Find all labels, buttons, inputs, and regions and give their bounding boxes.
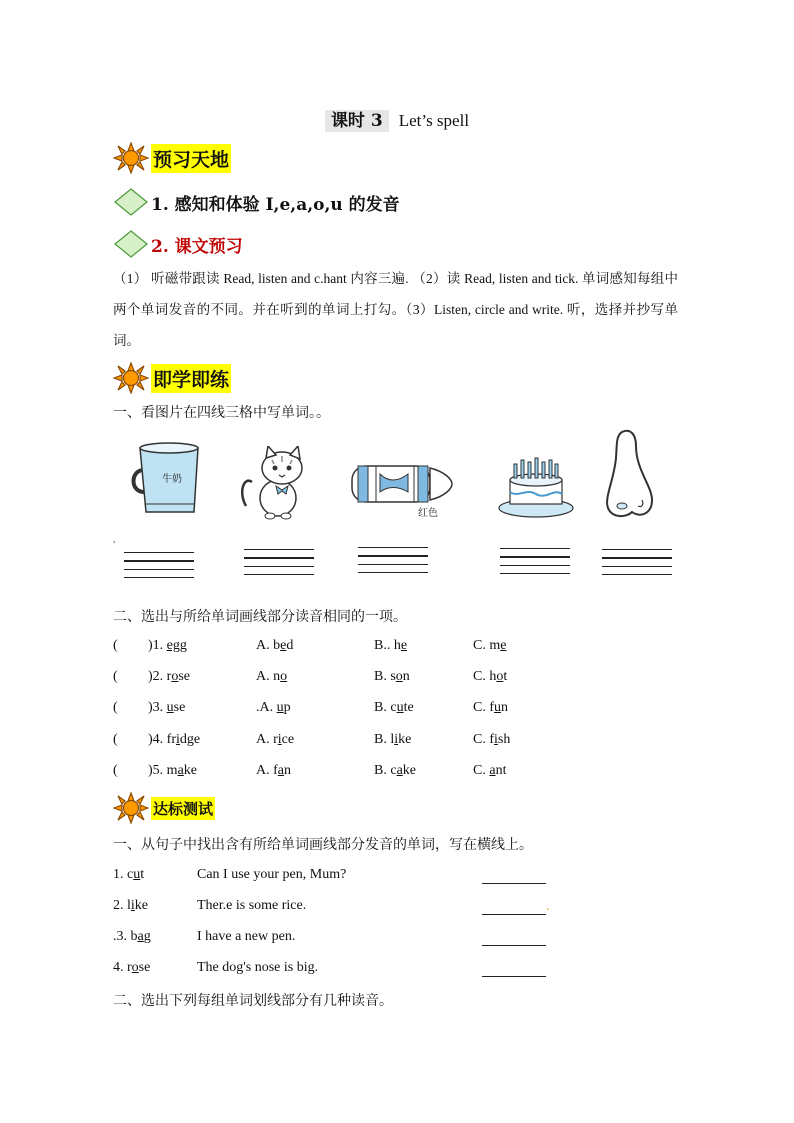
option-a-word-part: A. b — [256, 638, 281, 653]
option-b[interactable] — [374, 763, 416, 779]
option-c-word-part: C. m — [473, 638, 501, 653]
option-a-word — [256, 669, 287, 684]
target-word — [167, 732, 200, 747]
option-a[interactable] — [256, 763, 291, 779]
option-b-word — [374, 763, 416, 778]
lesson-number: 课时 3 — [325, 110, 389, 132]
option-b[interactable] — [374, 669, 410, 685]
nose-image — [600, 428, 660, 520]
test-question-1: 一、从句子中找出含有所给单词画线部分发音的单词，写在横线上。 — [113, 838, 533, 853]
stray-dot: . — [546, 899, 550, 914]
option-a-word-part: .A. — [256, 700, 277, 715]
option-a-word-part: A. r — [256, 732, 278, 747]
option-a[interactable] — [256, 669, 287, 685]
option-b-word-part: u — [396, 700, 404, 715]
option-b-word — [374, 700, 414, 715]
option-a-word-part: n — [284, 763, 291, 778]
given-word-text-part: o — [131, 960, 139, 975]
birthday-cake-image — [496, 452, 576, 520]
sun-icon — [113, 362, 149, 394]
option-c-word-part: C. h — [473, 669, 497, 684]
option-b[interactable] — [374, 638, 407, 654]
answer-blank[interactable] — [482, 931, 546, 946]
option-b[interactable] — [374, 732, 411, 748]
given-word-text-part: t — [140, 867, 145, 882]
option-a[interactable] — [256, 732, 294, 748]
option-c-word-part: o — [496, 669, 504, 684]
option-a[interactable] — [256, 638, 293, 654]
target-word-part: i — [176, 732, 180, 747]
answer-paren[interactable]: ( — [113, 763, 118, 778]
option-b-word — [374, 638, 407, 653]
sentence: Can I use your pen, Mum? — [197, 867, 347, 882]
diamond-icon — [113, 187, 149, 217]
given-word-text — [113, 929, 151, 944]
option-c[interactable] — [473, 700, 508, 716]
question-number: )2. — [148, 669, 167, 684]
given-word-text — [113, 867, 144, 882]
option-a-word-part: d — [286, 638, 294, 653]
question-number: )1. — [148, 638, 167, 653]
answer-paren[interactable]: ( — [113, 700, 118, 715]
question-word — [148, 732, 200, 748]
option-b-word-part: B. s — [374, 669, 396, 684]
section-test-title: 达标测试 — [151, 797, 215, 820]
answer-blank[interactable] — [482, 962, 546, 977]
sentence: I have a new pen. — [197, 929, 296, 944]
test-question-2: 二、选出下列每组单词划线部分有几种读音。 — [113, 994, 393, 1009]
option-b-word-part: ke — [402, 763, 416, 778]
option-c-word-part: t — [503, 669, 508, 684]
page-title — [0, 106, 794, 131]
practice-question-2: 二、选出与所给单词画线部分读音相同的一项。 — [113, 610, 407, 625]
target-word-part: ke — [183, 763, 197, 778]
option-c-word-part: u — [494, 700, 501, 715]
option-c-word-part: n — [501, 700, 508, 715]
given-word — [113, 960, 150, 976]
given-word — [113, 867, 144, 883]
milk-label: 牛奶 — [162, 474, 182, 485]
target-word-part: u — [166, 700, 174, 715]
crayon-image — [348, 460, 454, 520]
option-a-word — [256, 732, 294, 747]
given-word-text-part: .3. b — [113, 929, 138, 944]
option-a-word — [256, 638, 293, 653]
option-a-word-part: A. n — [256, 669, 281, 684]
option-b-word-part: a — [396, 763, 403, 778]
given-word-text-part: i — [130, 898, 135, 913]
writing-lines[interactable] — [500, 548, 570, 580]
target-word — [167, 638, 187, 653]
option-c-word-part: C. — [473, 763, 490, 778]
option-b-word-part: o — [395, 669, 403, 684]
target-word-part: dge — [179, 732, 201, 747]
preview-item-2-text: 2. 课文预习 — [151, 236, 243, 257]
target-word-part: egg — [166, 638, 187, 653]
answer-paren[interactable]: ( — [113, 638, 118, 653]
option-b[interactable] — [374, 700, 414, 716]
sun-icon — [113, 792, 149, 824]
sun-icon — [113, 142, 149, 174]
stray-mark: ' — [113, 540, 116, 549]
question-number: )4. — [148, 732, 167, 747]
preview-item-1-text: 1. 感知和体验 I,e,a,o,u 的发音 — [151, 194, 400, 215]
option-c-word-part: i — [494, 732, 498, 747]
target-word — [167, 669, 190, 684]
option-a-word-part: i — [277, 732, 282, 747]
preview-paragraph: （1） 听磁带跟读 Read, listen and c.hant 内容三遍. （2）读 Read, listen and tick. 单词感知每组中两个单词发音的不同。并在听到的单词上打勾。（3）Listen, circle and write. 听，选择并抄写单词。 — [113, 271, 678, 348]
option-b-word — [374, 669, 410, 684]
answer-paren[interactable]: ( — [113, 669, 118, 684]
question-word — [148, 700, 185, 716]
section-practice-title: 即学即练 — [151, 364, 231, 393]
preview-item-1 — [113, 187, 400, 217]
milk-cup-image — [128, 440, 210, 518]
diamond-icon — [113, 229, 149, 259]
writing-lines[interactable] — [244, 549, 314, 581]
option-a-word-part: p — [283, 700, 291, 715]
preview-item-2 — [113, 229, 243, 259]
option-c-word — [473, 732, 510, 747]
option-b-word-part: i — [394, 732, 399, 747]
option-b-word-part: e — [400, 638, 408, 653]
target-word-part: a — [177, 763, 184, 778]
option-c-word — [473, 700, 508, 715]
target-word-part: se — [178, 669, 191, 684]
option-a-word-part: A. f — [256, 763, 278, 778]
option-c-word — [473, 669, 507, 684]
given-word-text — [113, 898, 148, 913]
option-c-word — [473, 638, 506, 653]
option-b-word — [374, 732, 411, 747]
question-word — [148, 669, 190, 685]
option-a-word-part: u — [276, 700, 284, 715]
section-preview-header — [113, 142, 231, 174]
cat-image — [238, 446, 308, 520]
target-word-part: r — [166, 669, 172, 684]
question-number: )5. — [148, 763, 167, 778]
question-number: )3. — [148, 700, 167, 715]
option-b-word-part: B. l — [374, 732, 395, 747]
option-c-word-part: sh — [497, 732, 511, 747]
option-c[interactable] — [473, 669, 507, 685]
option-c-word-part: e — [500, 638, 507, 653]
writing-lines[interactable] — [124, 552, 194, 584]
option-a-word-part: a — [277, 763, 284, 778]
option-c-word-part: C. f — [473, 700, 494, 715]
option-b-word-part: te — [403, 700, 414, 715]
section-practice-header — [113, 362, 231, 394]
writing-lines[interactable] — [358, 547, 428, 579]
target-word-part: m — [166, 763, 178, 778]
crayon-label: 红色 — [418, 508, 438, 519]
given-word — [113, 898, 148, 914]
practice-question-1: 一、看图片在四线三格中写单词。。 — [113, 406, 330, 421]
option-c-word-part: nt — [495, 763, 507, 778]
given-word-text-part: se — [138, 960, 151, 975]
option-c[interactable] — [473, 763, 506, 779]
option-c-word-part: a — [489, 763, 496, 778]
option-c-word-part: C. f — [473, 732, 494, 747]
given-word-text-part: 1. c — [113, 867, 134, 882]
answer-paren[interactable]: ( — [113, 732, 118, 747]
option-c[interactable] — [473, 732, 510, 748]
given-word — [113, 929, 151, 945]
question-word — [148, 638, 187, 654]
writing-lines[interactable] — [602, 549, 672, 581]
given-word-text-part: 4. r — [113, 960, 132, 975]
answer-blank[interactable] — [482, 869, 546, 884]
lesson-name: Let’s spell — [398, 111, 470, 130]
option-c-word — [473, 763, 506, 778]
target-word — [167, 700, 186, 715]
sentence: The dog's nose is big. — [197, 960, 319, 975]
option-b-word-part: B.. h — [374, 638, 401, 653]
option-b-word-part: B. c — [374, 700, 397, 715]
given-word-text-part: u — [133, 867, 141, 882]
option-a-word — [256, 763, 291, 778]
given-word-text-part: 2. l — [113, 898, 131, 913]
option-b-word-part: n — [402, 669, 410, 684]
option-b-word-part: B. c — [374, 763, 397, 778]
section-test-header — [113, 792, 215, 824]
option-a-word-part: e — [280, 638, 287, 653]
target-word — [167, 763, 197, 778]
given-word-text-part: g — [143, 929, 151, 944]
option-b-word-part: ke — [398, 732, 412, 747]
given-word-text-part: a — [137, 929, 144, 944]
section-preview-title: 预习天地 — [151, 144, 231, 173]
option-a[interactable] — [256, 700, 291, 716]
option-a-word-part: o — [280, 669, 288, 684]
question-word — [148, 763, 197, 779]
target-word-part: fr — [166, 732, 176, 747]
answer-blank[interactable] — [482, 900, 546, 915]
target-word-part: o — [171, 669, 179, 684]
option-c[interactable] — [473, 638, 506, 654]
option-a-word — [256, 700, 291, 715]
sentence: Ther.e is some rice. — [197, 898, 307, 913]
given-word-text — [113, 960, 150, 975]
given-word-text-part: ke — [134, 898, 148, 913]
option-a-word-part: ce — [281, 732, 295, 747]
target-word-part: se — [173, 700, 186, 715]
